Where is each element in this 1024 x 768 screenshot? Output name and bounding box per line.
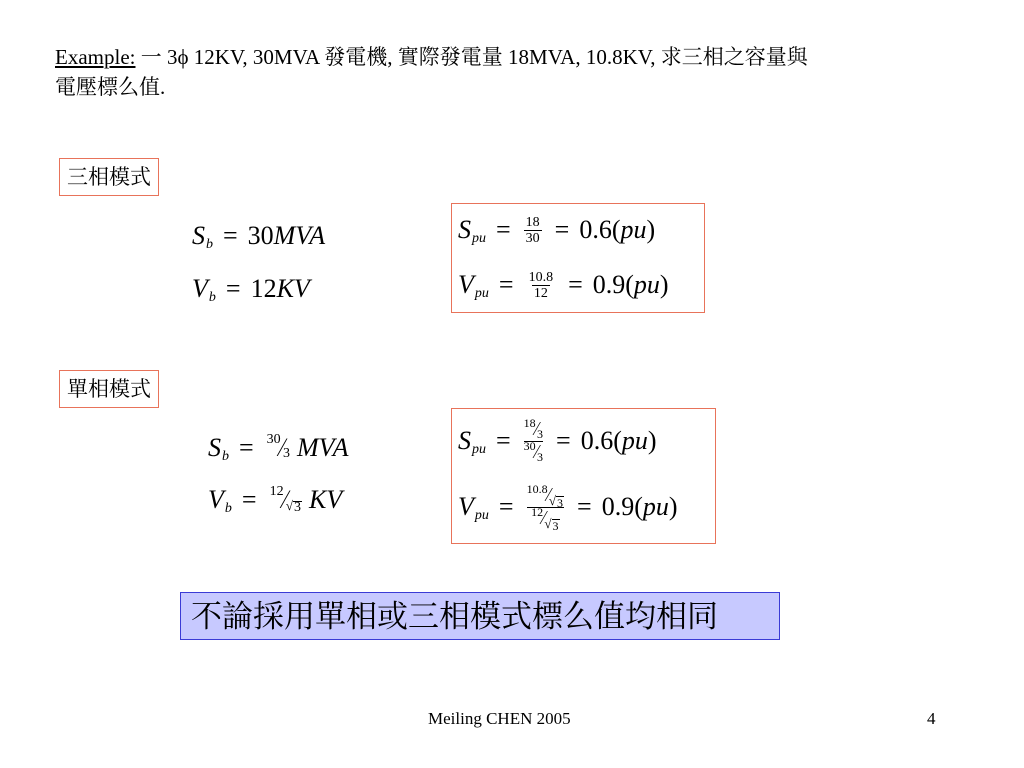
conclusion-banner: 不論採用單相或三相模式標么值均相同 bbox=[180, 592, 780, 640]
three-phase-base-equations bbox=[192, 214, 325, 311]
footer-author: Meiling CHEN 2005 bbox=[428, 709, 571, 728]
spu-equation: S pu = $\frac{18}{30}$ = 0.6( pu ) bbox=[458, 214, 656, 246]
spu-single-equation: S pu = 18 ⁄ 3 30 ⁄ 3 = 0.6( pu ) bbox=[458, 416, 657, 464]
vb-equation: V b = 12 KV bbox=[192, 274, 310, 305]
sb-single-equation: S b = 30 ⁄ 3 MVA bbox=[208, 432, 349, 464]
vpu-fraction: $\frac{10.8}{12}$ bbox=[528, 269, 554, 301]
vpu-single-equation: V pu = 10.8 ⁄ √ 3 12 ⁄ √ 3 = 0.9( pu ) bbox=[458, 482, 678, 533]
sb-slash-fraction: 30 ⁄ 3 bbox=[266, 432, 291, 462]
vpu-compound-fraction: 10.8 ⁄ √ 3 12 ⁄ √ 3 bbox=[526, 482, 564, 533]
single-phase-mode-label: 單相模式 bbox=[59, 370, 159, 408]
problem-statement-line-1 bbox=[55, 44, 808, 70]
three-phase-mode-label: 三相模式 bbox=[59, 158, 159, 196]
vpu-equation: V pu = $\frac{10.8}{12}$ = 0.9( pu ) bbox=[458, 269, 669, 301]
problem-statement-line-2: 電壓標么值. bbox=[55, 75, 166, 99]
three-phase-pu-box bbox=[451, 203, 705, 313]
single-phase-base-equations bbox=[208, 426, 349, 522]
page-number: 4 bbox=[927, 709, 936, 728]
single-phase-pu-box bbox=[451, 408, 716, 544]
spu-fraction: $\frac{18}{30}$ bbox=[525, 214, 540, 246]
vb-slash-fraction: 12 ⁄ √ 3 bbox=[269, 484, 302, 515]
problem-text: 一 3ϕ 12KV, 30MVA 發電機, 實際發電量 18MVA, 10.8KV, 求三相之容量與 bbox=[135, 45, 808, 69]
vb-single-equation: V b = 12 ⁄ √ 3 KV bbox=[208, 484, 343, 516]
spu-compound-fraction: 18 ⁄ 3 30 ⁄ 3 bbox=[523, 416, 544, 464]
example-label: Example: bbox=[55, 45, 136, 69]
sb-equation: S b = 30 MVA bbox=[192, 221, 326, 252]
